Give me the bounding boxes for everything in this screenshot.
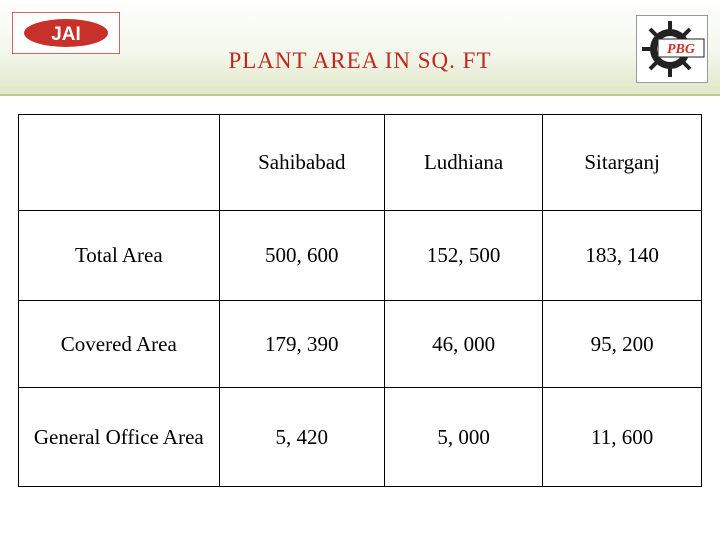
table-row <box>19 388 702 487</box>
jai-logo-text: JAI <box>51 24 81 45</box>
table-cell: 46, 000 <box>384 301 542 388</box>
table-cell: 183, 140 <box>543 211 702 301</box>
table-row <box>19 301 702 388</box>
table-cell: 95, 200 <box>543 301 702 388</box>
table-cell: 11, 600 <box>543 388 702 487</box>
table-cell: 179, 390 <box>219 301 384 388</box>
row-label: Total Area <box>19 211 220 301</box>
table-row <box>19 211 702 301</box>
pbg-logo-text: PBG <box>667 42 695 57</box>
table-cell: 5, 420 <box>219 388 384 487</box>
table-cell: 152, 500 <box>384 211 542 301</box>
header-divider <box>0 94 720 96</box>
page-title: PLANT AREA IN SQ. FT <box>228 48 492 73</box>
row-label-cell <box>19 388 220 487</box>
header-cell-ludhiana: Ludhiana <box>384 115 542 211</box>
header-cell-sitarganj: Sitarganj <box>543 115 702 211</box>
table-cell: 500, 600 <box>219 211 384 301</box>
header-cell-sahibabad: Sahibabad <box>219 115 384 211</box>
header-cell-empty <box>19 115 220 211</box>
table-header-row <box>19 115 702 211</box>
row-label: Covered Area <box>19 301 220 388</box>
plant-area-table <box>18 114 702 487</box>
table-cell: 5, 000 <box>384 388 542 487</box>
row-label: General Office Area <box>33 425 204 449</box>
